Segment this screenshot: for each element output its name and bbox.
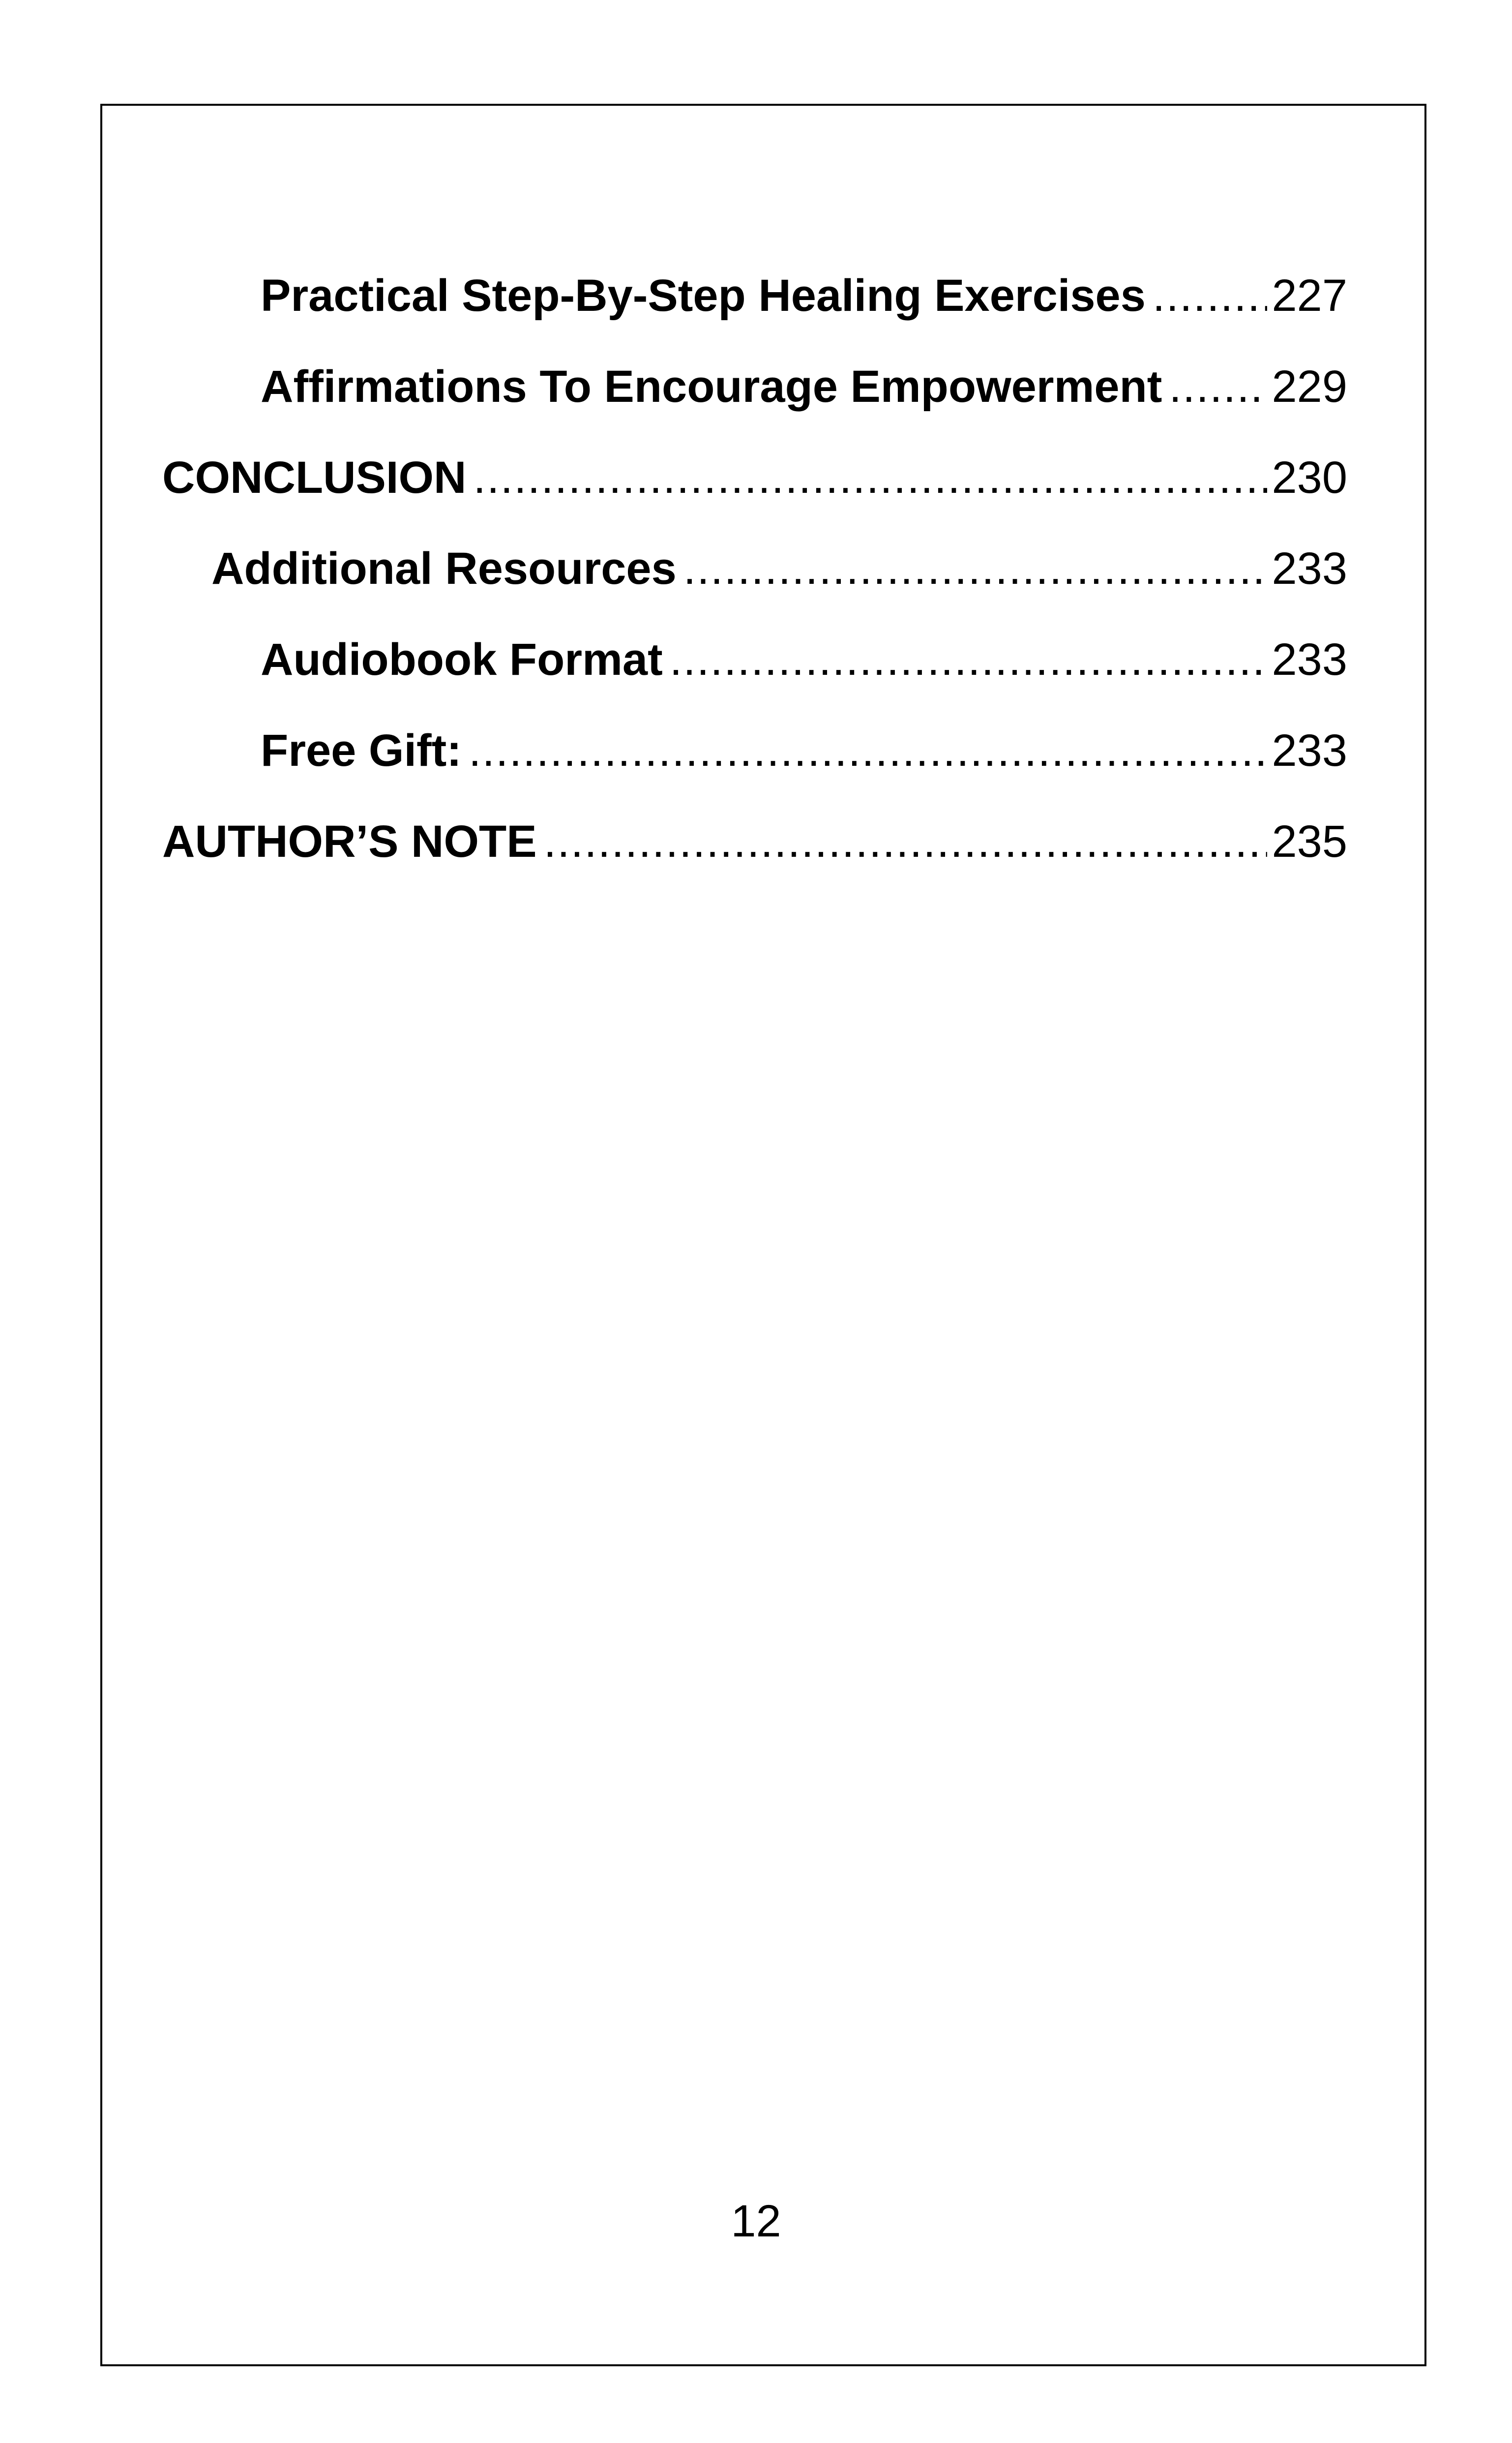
toc-entry-page: 233 <box>1272 725 1347 776</box>
dot-leader <box>670 637 1267 682</box>
toc-entry-page: 230 <box>1272 452 1347 503</box>
toc-entry-authors-note[interactable] <box>162 816 1347 910</box>
dot-leader <box>1169 364 1267 409</box>
toc-entry-affirmations[interactable] <box>162 364 1347 455</box>
toc-entry-conclusion[interactable] <box>162 452 1347 546</box>
dot-leader <box>473 455 1267 500</box>
toc-entry-title: Free Gift: <box>261 725 462 776</box>
table-of-contents <box>162 273 1347 910</box>
toc-entry-free-gift[interactable] <box>162 725 1347 819</box>
dot-leader <box>469 728 1267 773</box>
toc-entry-audiobook-format[interactable] <box>162 634 1347 728</box>
toc-entry-title: Audiobook Format <box>261 634 663 685</box>
toc-entry-title: AUTHOR’S NOTE <box>162 816 537 867</box>
dot-leader <box>1153 273 1267 318</box>
toc-entry-title: Additional Resources <box>211 543 677 594</box>
toc-entry-page: 227 <box>1272 271 1347 321</box>
dot-leader <box>683 546 1267 591</box>
toc-entry-practical-healing-exercises[interactable] <box>162 273 1347 364</box>
toc-entry-title: Practical Step-By-Step Healing Exercises <box>261 271 1146 321</box>
toc-entry-page: 229 <box>1272 362 1347 412</box>
toc-entry-title: CONCLUSION <box>162 452 467 503</box>
toc-entry-page: 233 <box>1272 634 1347 685</box>
toc-entry-title: Affirmations To Encourage Empowerment <box>261 362 1162 412</box>
toc-entry-additional-resources[interactable] <box>162 543 1347 637</box>
toc-entry-page: 233 <box>1272 543 1347 594</box>
page-number: 12 <box>731 2196 781 2246</box>
dot-leader <box>544 819 1267 864</box>
toc-entry-page: 235 <box>1272 816 1347 867</box>
